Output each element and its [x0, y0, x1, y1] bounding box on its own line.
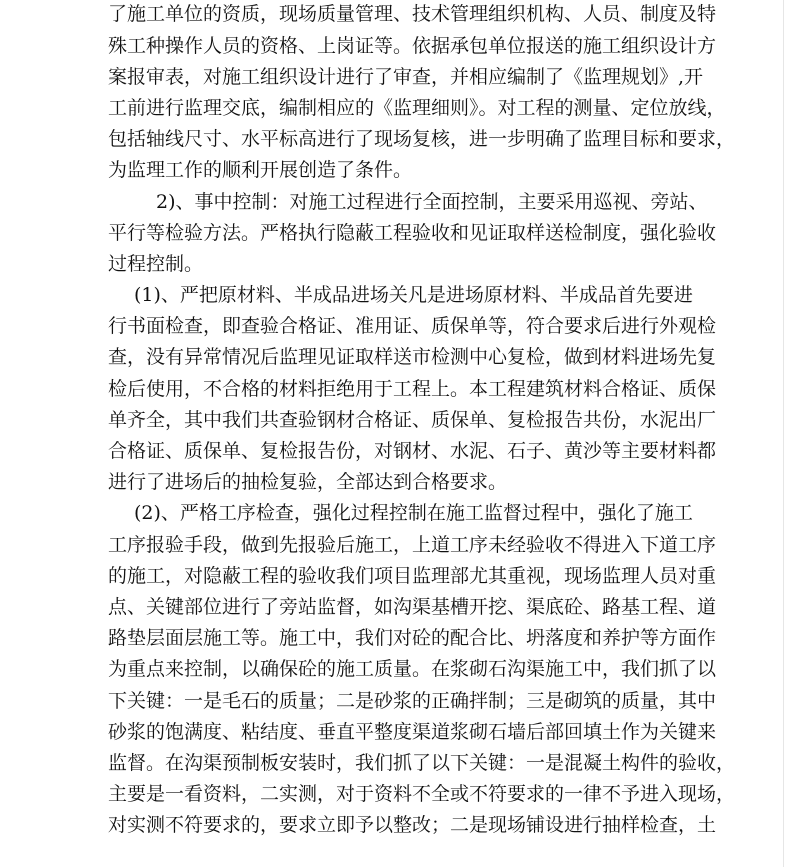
text-line: 为监理工作的顺利开展创造了条件。 — [108, 159, 413, 182]
text-line: 查，没有异常情况后监理见证取样送市检测中心复检，做到材料进场先复 — [108, 346, 717, 369]
text-line: 案报审表，对施工组织设计进行了审查，并相应编制了《监理规划》,开 — [108, 65, 704, 88]
text-line: 为重点来控制，以确保砼的施工质量。在浆砌石沟渠施工中，我们抓了以 — [108, 658, 717, 681]
page-edge-rule — [783, 0, 784, 867]
text-line: 过程控制。 — [108, 252, 204, 275]
text-line: 路垫层面层施工等。施工中，我们对砼的配合比、坍落度和养护等方面作 — [108, 627, 717, 650]
text-line: 进行了进场后的抽检复验，全部达到合格要求。 — [108, 471, 508, 494]
text-line: 对实测不符要求的，要求立即予以整改；二是现场铺设进行抽样检查，土 — [108, 814, 717, 837]
text-line: 下关键：一是毛石的质量；二是砂浆的正确拌制；三是砌筑的质量，其中 — [108, 689, 717, 712]
text-line: 工前进行监理交底，编制相应的《监理细则》。对工程的测量、定位放线， — [108, 96, 726, 119]
text-line: 合格证、质保单、复检报告份，对钢材、水泥、石子、黄沙等主要材料都 — [108, 440, 717, 463]
text-line: 2)、事中控制：对施工过程进行全面控制，主要采用巡视、旁站、 — [156, 190, 708, 213]
text-line: (2)、严格工序检查，强化过程控制在施工监督过程中，强化了施工 — [134, 502, 693, 525]
text-line: 检后使用，不合格的材料拒绝用于工程上。本工程建筑材料合格证、质保 — [108, 377, 717, 400]
text-line: 的施工，对隐蔽工程的验收我们项目监理部尤其重视，现场监理人员对重 — [108, 564, 717, 587]
text-line: 主要是一看资料，二实测，对于资料不全或不符要求的一律不予进入现场， — [108, 783, 736, 806]
body-text — [108, 0, 736, 841]
text-line: 监督。在沟渠预制板安装时，我们抓了以下关键：一是混凝土构件的验收， — [108, 751, 736, 774]
text-line: (1)、严把原材料、半成品进场关凡是进场原材料、半成品首先要进 — [134, 284, 693, 307]
text-line: 平行等检验方法。严格执行隐蔽工程验收和见证取样送检制度，强化验收 — [108, 221, 717, 244]
text-line: 殊工种操作人员的资格、上岗证等。依据承包单位报送的施工组织设计方 — [108, 34, 717, 57]
text-line: 工序报验手段，做到先报验后施工，上道工序未经验收不得进入下道工序 — [108, 533, 717, 556]
text-line: 包括轴线尺寸、水平标高进行了现场复核，进一步明确了监理目标和要求， — [108, 128, 736, 151]
text-line: 点、关键部位进行了旁站监督，如沟渠基槽开挖、渠底砼、路基工程、道 — [108, 595, 717, 618]
text-line: 行书面检查，即查验合格证、准用证、质保单等，符合要求后进行外观检 — [108, 315, 717, 338]
text-line: 了施工单位的资质，现场质量管理、技术管理组织机构、人员、制度及特 — [108, 3, 717, 26]
text-line: 砂浆的饱满度、粘结度、垂直平整度渠道浆砌石墙后部回填土作为关键来 — [108, 720, 717, 743]
text-line: 单齐全，其中我们共查验钢材合格证、质保单、复检报告共份，水泥出厂 — [108, 408, 717, 431]
